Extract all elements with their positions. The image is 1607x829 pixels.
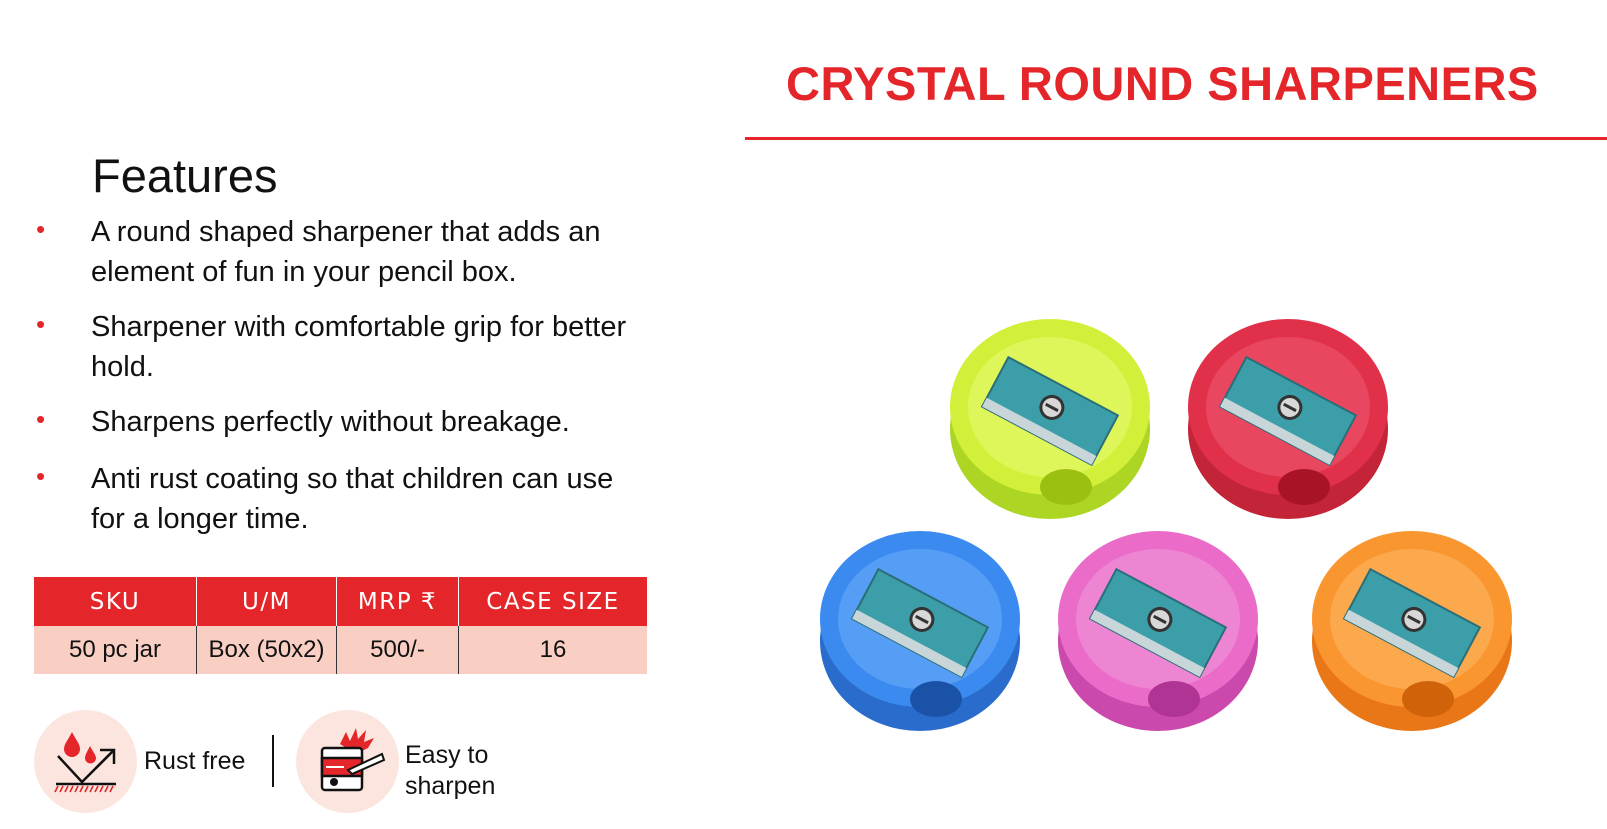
- sharpener-red: [1188, 319, 1388, 519]
- title-underline: [745, 137, 1607, 140]
- sharpener-orange: [1312, 531, 1512, 731]
- table-header-um: U/M: [197, 577, 337, 626]
- bullet-icon: •: [36, 461, 46, 491]
- spec-table: [34, 577, 647, 674]
- feature-text: Sharpener with comfortable grip for better hold.: [91, 311, 627, 383]
- table-cell-mrp: 500/-: [337, 626, 459, 674]
- table-header-sku: SKU: [34, 577, 197, 626]
- sharpeners-product-image: [820, 305, 1560, 750]
- rust-free-badge: [34, 710, 137, 813]
- feature-text: Sharpens perfectly without breakage.: [91, 406, 570, 438]
- sharpener-blue: [820, 531, 1020, 731]
- rust-free-icon: [34, 710, 137, 813]
- bullet-icon: •: [36, 214, 46, 244]
- product-title: CRYSTAL ROUND SHARPENERS: [786, 57, 1539, 110]
- sharpener-lime: [950, 319, 1150, 519]
- feature-text: Anti rust coating so that children can use for a longer time.: [91, 463, 614, 535]
- easy-sharpen-badge: [296, 710, 399, 813]
- features-heading: Features: [92, 149, 278, 202]
- rust-free-label: Rust free: [144, 747, 246, 775]
- features-list: [0, 0, 700, 560]
- easy-sharpen-icon: [296, 710, 399, 813]
- feature-text: A round shaped sharpener that adds an element of fun in your pencil box.: [91, 216, 601, 288]
- table-cell-case-size: 16: [459, 626, 648, 674]
- table-header-mrp: MRP ₹: [337, 577, 459, 626]
- badge-divider: [272, 735, 274, 787]
- table-cell-sku: 50 pc jar: [34, 626, 197, 674]
- table-header-row: [34, 577, 647, 626]
- easy-sharpen-label: Easy to sharpen: [405, 741, 496, 800]
- bullet-icon: •: [36, 309, 46, 339]
- table-row: [34, 626, 647, 674]
- sharpener-pink: [1058, 531, 1258, 731]
- bullet-icon: •: [36, 404, 46, 434]
- table-cell-um: Box (50x2): [197, 626, 337, 674]
- table-header-case-size: CASE SIZE: [459, 577, 648, 626]
